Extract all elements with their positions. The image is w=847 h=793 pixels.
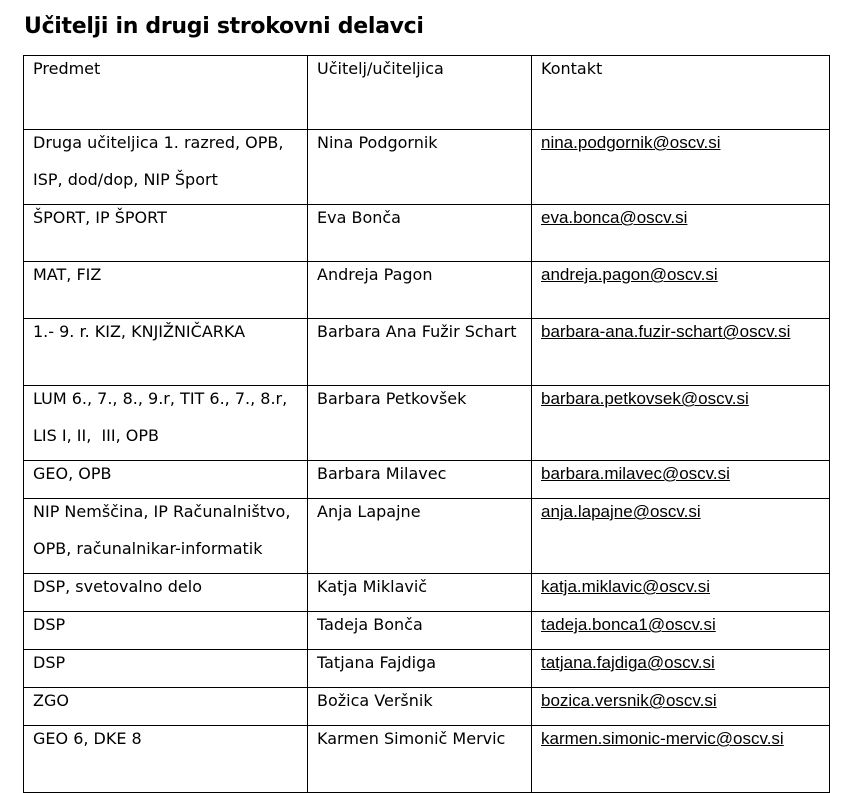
teacher-name: Karmen Simonič Mervic [317, 729, 506, 748]
subject-cell [24, 130, 308, 205]
teacher-cell [308, 726, 532, 793]
email-link[interactable]: barbara.milavec@oscv.si [541, 464, 730, 483]
subject-line: DSP [33, 653, 66, 672]
contact-cell [532, 612, 830, 650]
subject-line: DSP, svetovalno delo [33, 577, 202, 596]
subject-line: GEO, OPB [33, 464, 112, 483]
teacher-name: Katja Miklavič [317, 577, 428, 596]
teacher-cell [308, 612, 532, 650]
subject-line: LIS I, II, III, OPB [33, 426, 160, 445]
teacher-cell [308, 499, 532, 574]
email-link[interactable]: barbara-ana.fuzir-schart@oscv.si [541, 322, 791, 341]
contact-cell [532, 262, 830, 319]
teacher-cell [308, 650, 532, 688]
teacher-cell [308, 386, 532, 461]
subject-cell [24, 688, 308, 726]
contact-cell [532, 574, 830, 612]
table-header-row [24, 56, 830, 130]
subject-cell [24, 499, 308, 574]
table-row [24, 499, 830, 574]
teacher-name: Andreja Pagon [317, 265, 433, 284]
subject-cell [24, 319, 308, 386]
teacher-name: Barbara Milavec [317, 464, 447, 483]
subject-cell [24, 612, 308, 650]
table-row [24, 319, 830, 386]
table-row [24, 612, 830, 650]
contact-cell [532, 386, 830, 461]
teacher-name: Eva Bonča [317, 208, 401, 227]
contact-cell [532, 650, 830, 688]
table-row [24, 130, 830, 205]
teacher-name: Nina Podgornik [317, 133, 438, 152]
header-cell-teacher: Učitelj/učiteljica [308, 56, 532, 130]
email-link[interactable]: bozica.versnik@oscv.si [541, 691, 717, 710]
email-link[interactable]: nina.podgornik@oscv.si [541, 133, 721, 152]
subject-cell [24, 262, 308, 319]
table-row [24, 461, 830, 499]
teacher-cell [308, 205, 532, 262]
staff-table [23, 55, 830, 793]
teacher-cell [308, 319, 532, 386]
table-row [24, 574, 830, 612]
subject-cell [24, 726, 308, 793]
table-row [24, 650, 830, 688]
email-link[interactable]: tadeja.bonca1@oscv.si [541, 615, 716, 634]
subject-line: LUM 6., 7., 8., 9.r, TIT 6., 7., 8.r, [33, 389, 288, 408]
subject-line: Druga učiteljica 1. razred, OPB, [33, 133, 284, 152]
subject-cell [24, 461, 308, 499]
subject-cell [24, 386, 308, 461]
teacher-cell [308, 688, 532, 726]
header-cell-subject: Predmet [24, 56, 308, 130]
subject-line: ZGO [33, 691, 69, 710]
subject-cell [24, 574, 308, 612]
teacher-cell [308, 574, 532, 612]
contact-cell [532, 461, 830, 499]
teacher-name: Tadeja Bonča [317, 615, 423, 634]
subject-cell [24, 650, 308, 688]
table-row [24, 726, 830, 793]
contact-cell [532, 499, 830, 574]
teacher-name: Anja Lapajne [317, 502, 421, 521]
teacher-name: Barbara Petkovšek [317, 389, 467, 408]
email-link[interactable]: karmen.simonic-mervic@oscv.si [541, 729, 784, 748]
email-link[interactable]: andreja.pagon@oscv.si [541, 265, 718, 284]
subject-line: ŠPORT, IP ŠPORT [33, 208, 167, 227]
email-link[interactable]: eva.bonca@oscv.si [541, 208, 688, 227]
table-row [24, 688, 830, 726]
table-row [24, 205, 830, 262]
subject-line: DSP [33, 615, 66, 634]
subject-line: ISP, dod/dop, NIP Šport [33, 170, 218, 189]
teacher-cell [308, 130, 532, 205]
subject-line: OPB, računalnikar-informatik [33, 539, 263, 558]
contact-cell [532, 726, 830, 793]
email-link[interactable]: katja.miklavic@oscv.si [541, 577, 711, 596]
page-title: Učitelji in drugi strokovni delavci [24, 14, 424, 39]
subject-line: MAT, FIZ [33, 265, 102, 284]
email-link[interactable]: tatjana.fajdiga@oscv.si [541, 653, 715, 672]
teacher-cell [308, 461, 532, 499]
email-link[interactable]: anja.lapajne@oscv.si [541, 502, 701, 521]
contact-cell [532, 688, 830, 726]
teacher-cell [308, 262, 532, 319]
teacher-name: Božica Veršnik [317, 691, 433, 710]
subject-cell [24, 205, 308, 262]
subject-line: NIP Nemščina, IP Računalništvo, [33, 502, 291, 521]
contact-cell [532, 319, 830, 386]
subject-line: GEO 6, DKE 8 [33, 729, 142, 748]
subject-line: 1.- 9. r. KIZ, KNJIŽNIČARKA [33, 322, 246, 341]
contact-cell [532, 130, 830, 205]
teacher-name: Barbara Ana Fužir Schart [317, 322, 517, 341]
table-row [24, 386, 830, 461]
contact-cell [532, 205, 830, 262]
header-cell-contact: Kontakt [532, 56, 830, 130]
teacher-name: Tatjana Fajdiga [317, 653, 437, 672]
table-row [24, 262, 830, 319]
email-link[interactable]: barbara.petkovsek@oscv.si [541, 389, 749, 408]
